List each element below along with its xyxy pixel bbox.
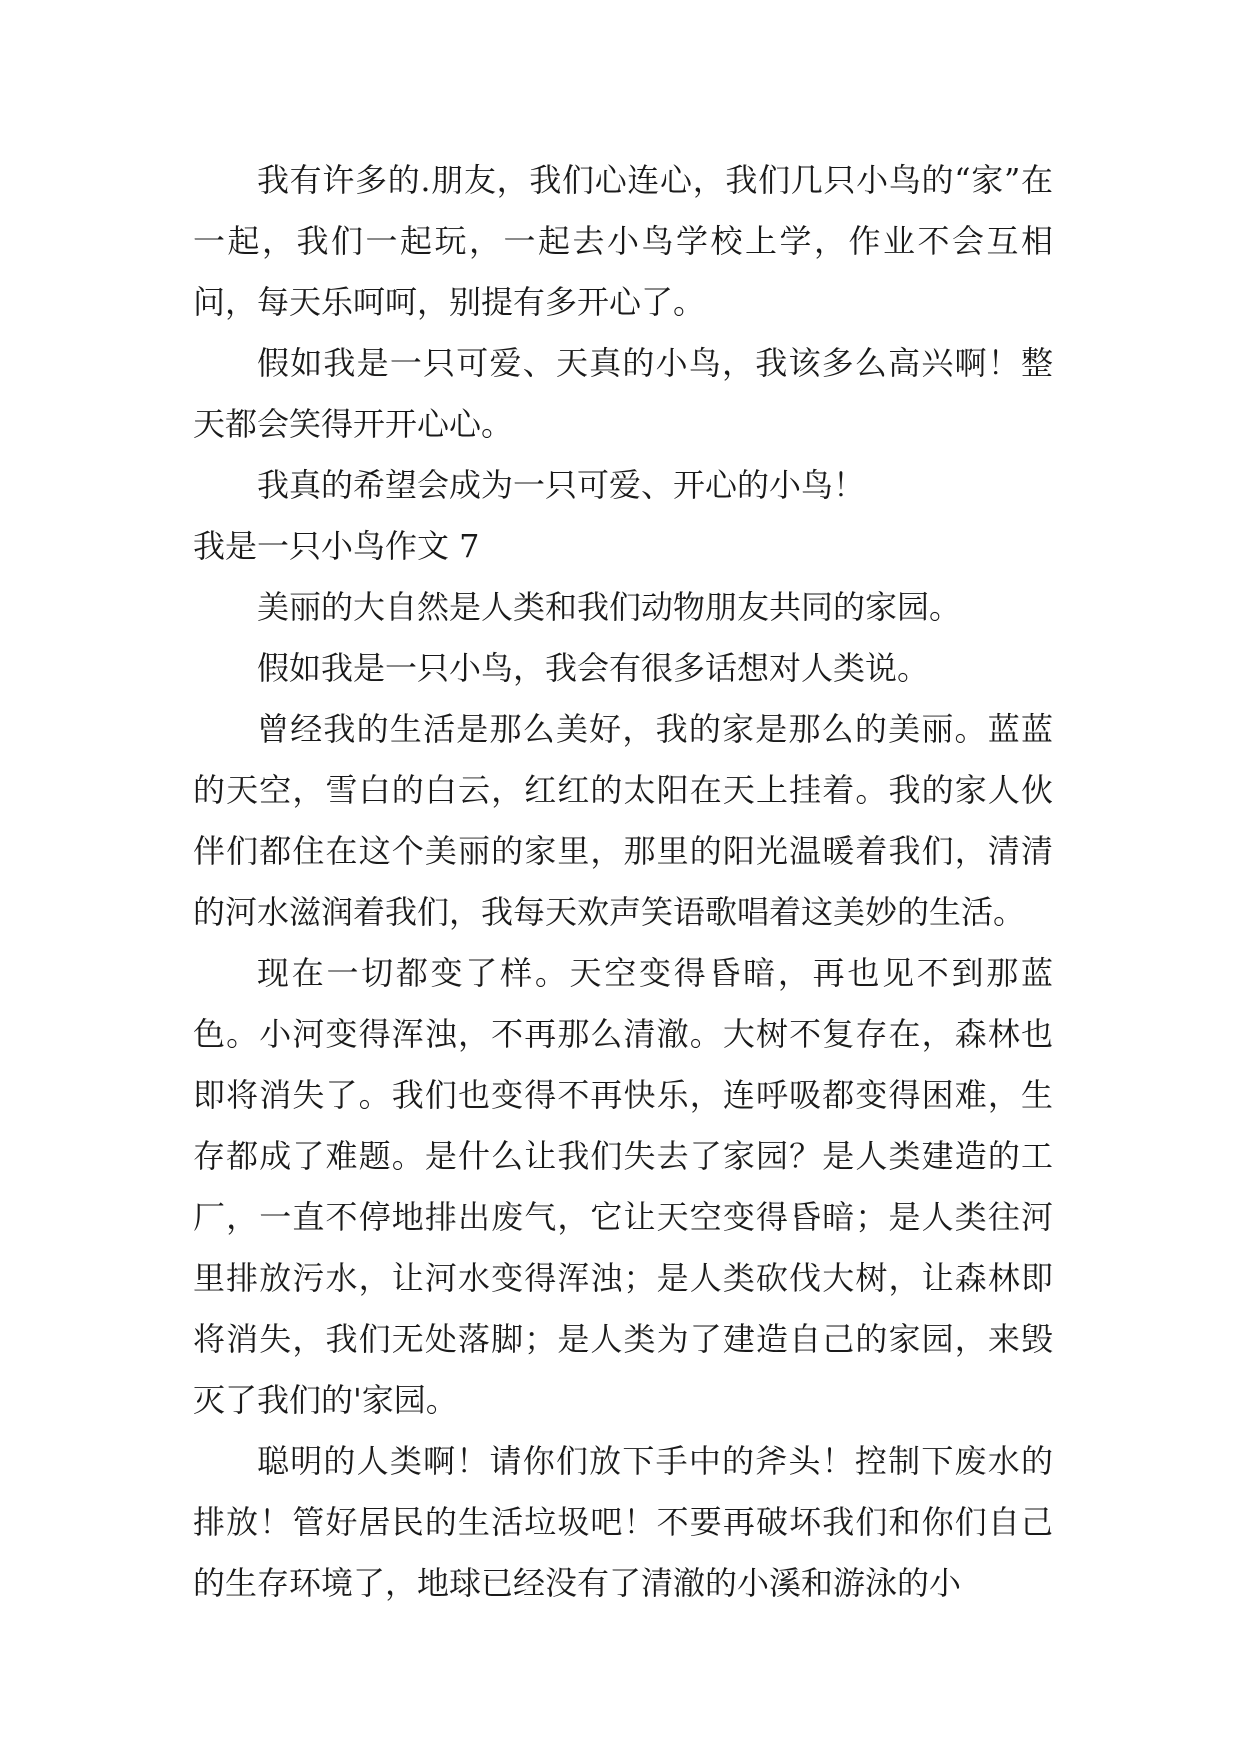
section-heading: 我是一只小鸟作文 7 xyxy=(193,527,480,565)
paragraph: 假如我是一只可爱、天真的小鸟，我该多么高兴啊！整天都会笑得开开心心。 xyxy=(193,344,1053,443)
paragraph: 美丽的大自然是人类和我们动物朋友共同的家园。 xyxy=(257,588,962,626)
paragraph: 现在一切都变了样。天空变得昏暗，再也见不到那蓝色。小河变得浑浊，不再那么清澈。大树不复存在，森林也即将消失了。我们也变得不再快乐，连呼吸都变得困难，生存都成了难题。是什么让我们失去了家园？是人类建造的工厂，一直不停地排出废气，它让天空变得昏暗；是人类往河里排放污水，让河水变得浑浊；是人类砍伐大树，让森林即将消失，我们无处落脚；是人类为了建造自己的家园，来毁灭了我们的'家园。 xyxy=(193,954,1053,1419)
paragraph: 假如我是一只小鸟，我会有很多话想对人类说。 xyxy=(257,649,930,687)
paragraph: 曾经我的生活是那么美好，我的家是那么的美丽。蓝蓝的天空，雪白的白云，红红的太阳在天上挂着。我的家人伙伴们都住在这个美丽的家里，那里的阳光温暖着我们，清清的河水滋润着我们，我每天欢声笑语歌唱着这美妙的生活。 xyxy=(193,710,1053,931)
paragraph: 我有许多的.朋友，我们心连心，我们几只小鸟的“家”在一起，我们一起玩，一起去小鸟学校上学，作业不会互相问，每天乐呵呵，别提有多开心了。 xyxy=(193,161,1053,321)
paragraph: 我真的希望会成为一只可爱、开心的小鸟！ xyxy=(257,466,866,504)
document-body xyxy=(193,150,1053,1614)
paragraph: 聪明的人类啊！请你们放下手中的斧头！控制下废水的排放！管好居民的生活垃圾吧！不要再破坏我们和你们自己的生存环境了，地球已经没有了清澈的小溪和游泳的小 xyxy=(193,1442,1053,1602)
